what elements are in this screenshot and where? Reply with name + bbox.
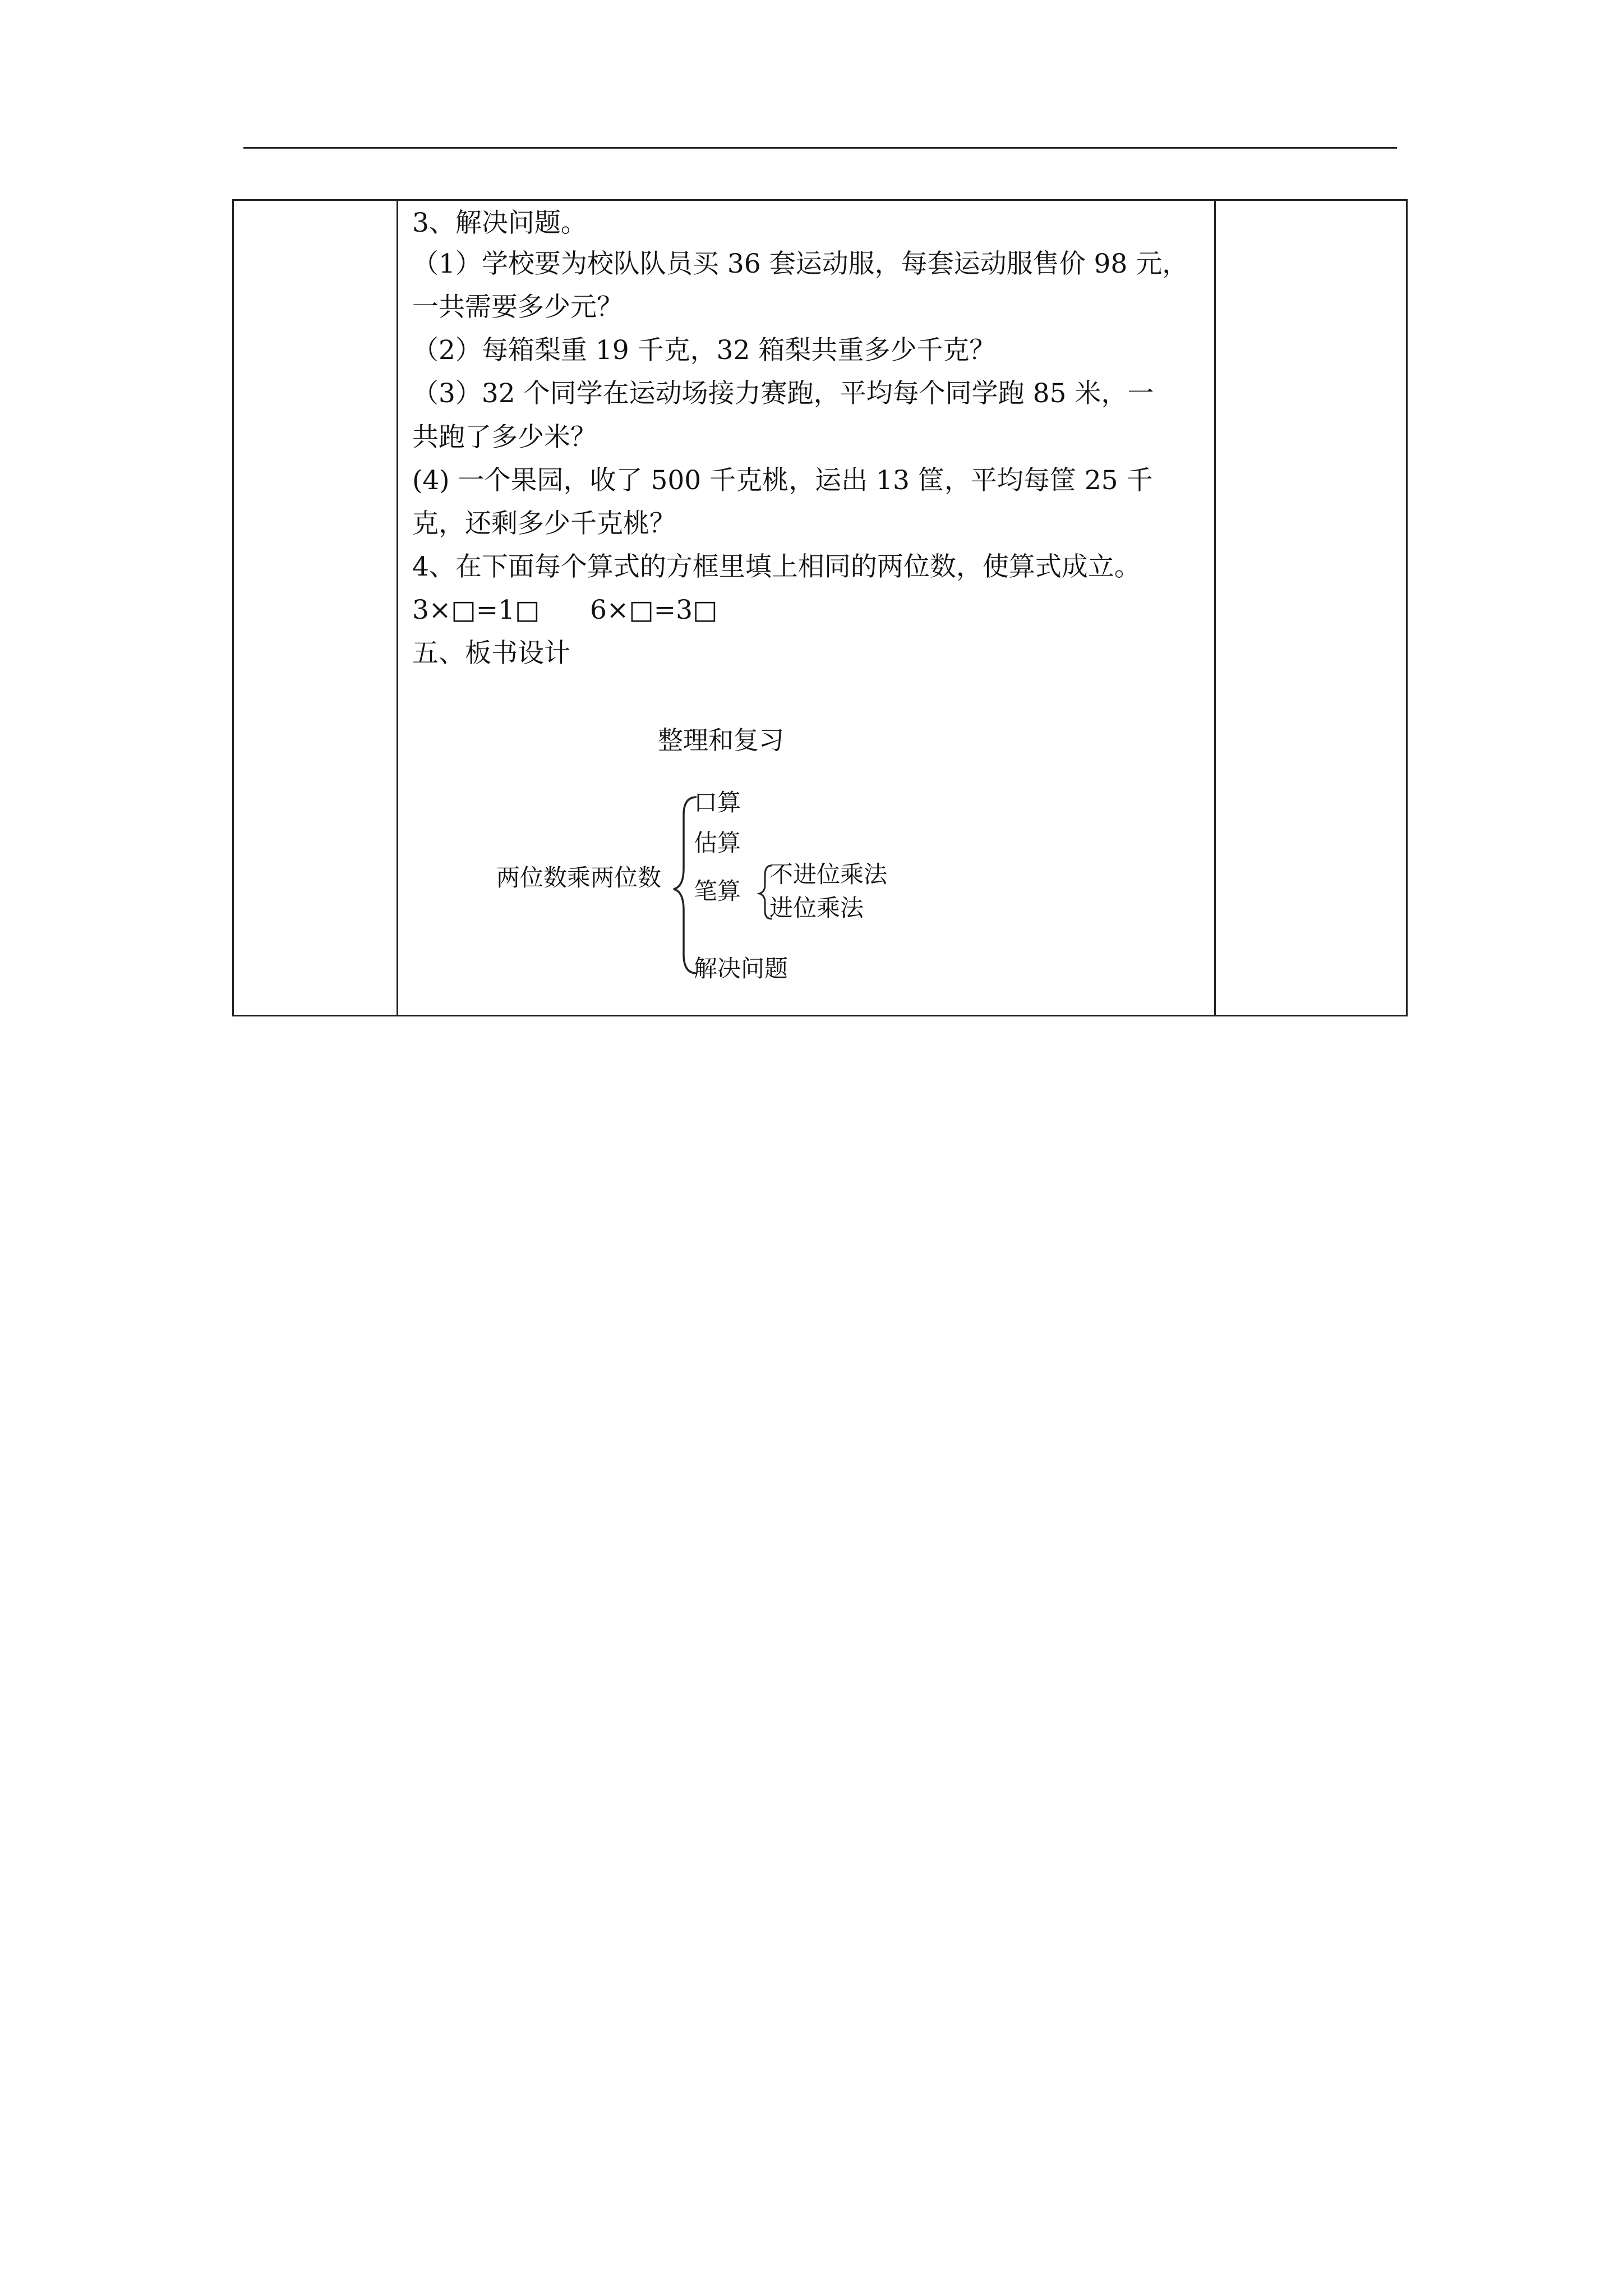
sub-branch-carry: 进位乘法 (769, 894, 864, 922)
problems-heading: 3、解决问题。 (412, 208, 587, 238)
problem-1-line-2: 一共需要多少元？ (412, 292, 623, 323)
equations: 3×□=1□ 6×□=3□ (412, 595, 718, 625)
column-divider (1214, 201, 1216, 1015)
branch-mental: 口算 (694, 789, 741, 816)
column-divider (396, 201, 398, 1015)
section-5-heading: 五、板书设计 (412, 638, 570, 669)
problem-4-line-1: (4) 一个果园，收了 500 千克桃，运出 13 筐，平均每筐 25 千 (412, 465, 1153, 496)
branch-solve: 解决问题 (694, 955, 789, 982)
branch-estimate: 估算 (694, 829, 741, 857)
question-4: 4、在下面每个算式的方框里填上相同的两位数，使算式成立。 (412, 551, 1141, 582)
problem-3-line-2: 共跑了多少米？ (412, 422, 597, 453)
problem-2: （2）每箱梨重 19 千克，32 箱梨共重多少千克？ (412, 335, 996, 366)
board-root: 两位数乘两位数 (496, 864, 662, 891)
branch-written: 笔算 (694, 877, 741, 905)
problem-4-line-2: 克，还剩多少千克桃？ (412, 508, 676, 539)
problem-3-line-1: （3）32 个同学在运动场接力赛跑，平均每个同学跑 85 米，一 (412, 378, 1154, 409)
problem-1-line-1: （1）学校要为校队队员买 36 套运动服，每套运动服售价 98 元， (412, 249, 1189, 279)
header-rule (243, 147, 1397, 149)
board-title: 整理和复习 (658, 725, 785, 755)
sub-branch-no-carry: 不进位乘法 (769, 861, 888, 888)
lesson-table (232, 199, 1408, 1016)
